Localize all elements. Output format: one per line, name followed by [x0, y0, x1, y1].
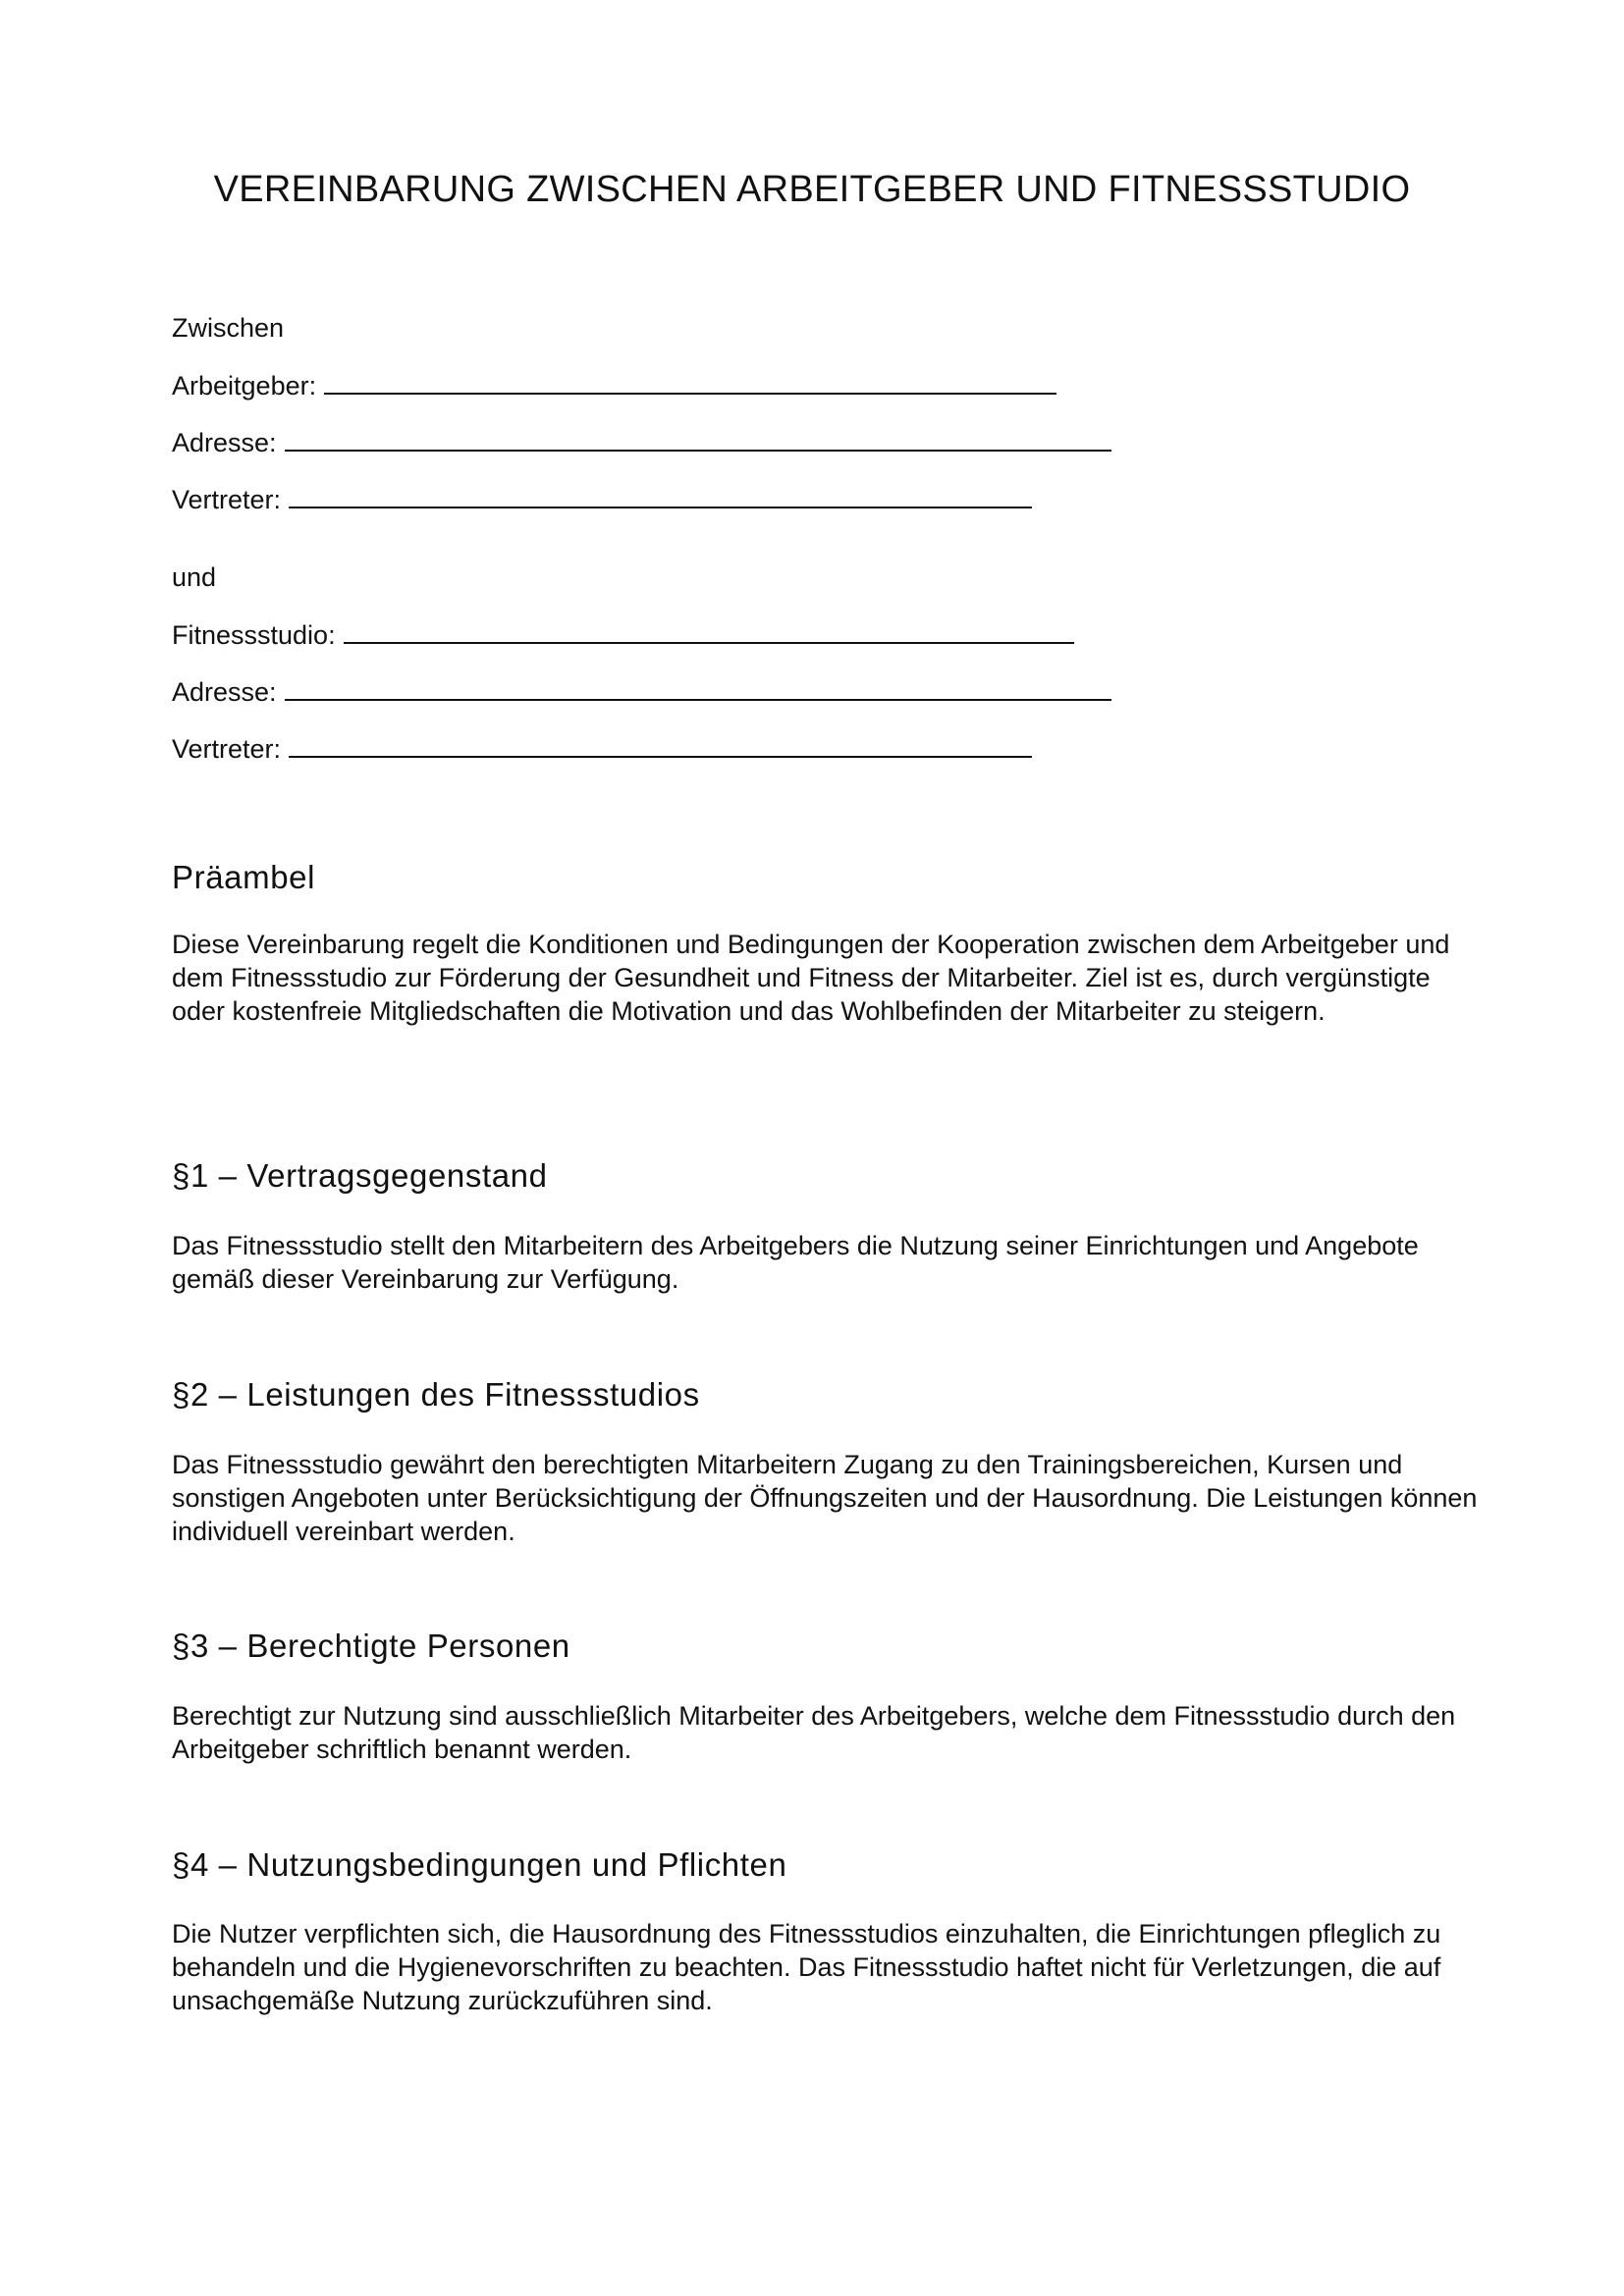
studio-label: Fitnessstudio: [172, 620, 336, 650]
section-body-praeambel: Diese Vereinbarung regelt die Konditionen und Bedingungen der Kooperation zwischen dem Arbeitgeber und dem Fitnessstudio zur Förderung der Gesundheit und Fitness der Mitarbeiter. Ziel ist es, durch vergünstigte oder kostenfreie Mitgliedschaften die Motivation und das Wohlbefinden der Mitarbeiter zu steigern. [172, 930, 1450, 1026]
employer-rep-label: Vertreter: [172, 485, 282, 514]
section-body-2: Das Fitnessstudio gewährt den berechtigten Mitarbeitern Zugang zu den Trainingsbereichen, Kursen und sonstigen Angeboten unter Berücksichtigung der Öffnungszeiten und der Hausordnung. Die Leistungen können individuell vereinbart werden. [172, 1450, 1478, 1546]
studio-address-row [172, 673, 1111, 710]
employer-row [172, 367, 1056, 403]
employer-address-row [172, 424, 1111, 460]
employer-address-blank-line[interactable] [285, 424, 1111, 452]
employer-rep-blank-line[interactable] [289, 481, 1032, 508]
studio-address-label: Adresse: [172, 677, 277, 707]
section-heading-4: §4 – Nutzungsbedingungen und Pflichten [172, 1846, 787, 1883]
studio-row [172, 616, 1074, 653]
employer-address-label: Adresse: [172, 428, 277, 457]
employer-blank-line[interactable] [324, 367, 1056, 395]
zwischen-label: Zwischen [172, 313, 285, 343]
studio-blank-line[interactable] [344, 616, 1074, 644]
section-body-4: Die Nutzer verpflichten sich, die Hausordnung des Fitnessstudios einzuhalten, die Einrichtungen pfleglich zu behandeln und die Hygienevorschriften zu beachten. Das Fitnessstudio haftet nicht für Verletzungen, die auf unsachgemäße Nutzung zurückzuführen sind. [172, 1919, 1441, 2015]
studio-rep-label: Vertreter: [172, 734, 282, 764]
section-heading-praeambel: Präambel [172, 859, 316, 895]
und-label: und [172, 562, 217, 592]
document-title: VEREINBARUNG ZWISCHEN ARBEITGEBER UND FITNESSSTUDIO [213, 169, 1411, 210]
section-body-1: Das Fitnessstudio stellt den Mitarbeitern des Arbeitgebers die Nutzung seiner Einrichtungen und Angebote gemäß dieser Vereinbarung zur Verfügung. [172, 1231, 1419, 1294]
section-heading-1: §1 – Vertragsgegenstand [172, 1157, 548, 1194]
section-heading-2: §2 – Leistungen des Fitnessstudios [172, 1376, 700, 1413]
employer-label: Arbeitgeber: [172, 371, 317, 400]
studio-rep-row [172, 730, 1032, 767]
employer-rep-row [172, 481, 1032, 517]
studio-rep-blank-line[interactable] [289, 730, 1032, 758]
studio-address-blank-line[interactable] [285, 673, 1111, 701]
section-body-3: Berechtigt zur Nutzung sind ausschließlich Mitarbeiter des Arbeitgebers, welche dem Fitnessstudio durch den Arbeitgeber schriftlich benannt werden. [172, 1701, 1456, 1764]
section-heading-3: §3 – Berechtigte Personen [172, 1628, 570, 1664]
